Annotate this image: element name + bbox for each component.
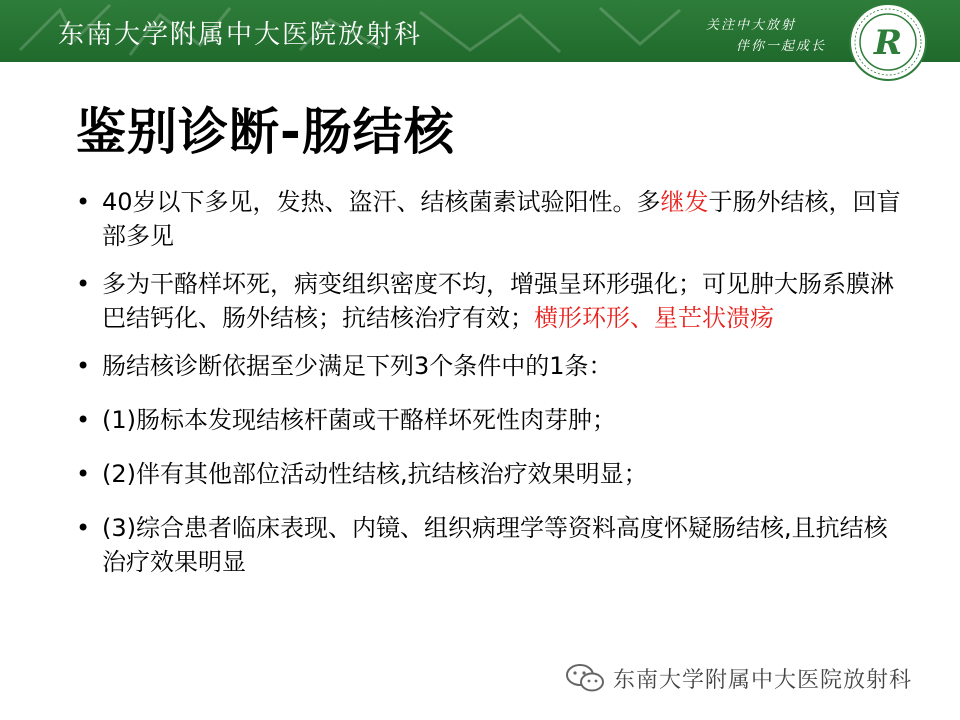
bullet-highlight: 横形环形、星芒状溃疡 bbox=[534, 304, 774, 332]
bullet-highlight: 继发 bbox=[660, 188, 709, 216]
department-seal-logo-icon bbox=[848, 2, 928, 82]
watermark-text: 东南大学附属中大医院放射科 bbox=[613, 667, 913, 693]
bullet-list bbox=[76, 185, 906, 579]
bullet-text: 肠结核诊断依据至少满足下列3个条件中的1条： bbox=[102, 352, 613, 380]
bullet-item bbox=[76, 511, 906, 579]
bullet-marker: • bbox=[76, 270, 91, 298]
bullet-marker: • bbox=[76, 188, 91, 216]
bullet-item bbox=[76, 403, 906, 437]
bullet-text: (2)伴有其他部位活动性结核,抗结核治疗效果明显； bbox=[102, 460, 648, 488]
bullet-marker: • bbox=[76, 406, 91, 434]
bullet-text: 40岁以下多见，发热、盗汗、结核菌素试验阳性。多 bbox=[102, 188, 661, 216]
wechat-icon bbox=[565, 662, 605, 694]
header-title: 东南大学附属中大医院放射科 bbox=[58, 20, 423, 50]
bullet-marker: • bbox=[76, 514, 91, 542]
wechat-watermark bbox=[565, 660, 912, 696]
bullet-text: (1)肠标本发现结核杆菌或干酪样坏死性肉芽肿； bbox=[102, 406, 616, 434]
bullet-marker: • bbox=[76, 352, 91, 380]
bullet-item bbox=[76, 349, 906, 383]
header-banner bbox=[0, 0, 960, 62]
slide-title: 鉴别诊断-肠结核 bbox=[76, 103, 455, 161]
bullet-item bbox=[76, 457, 906, 491]
bullet-item bbox=[76, 185, 906, 253]
header-slogan-line2: 伴你一起成长 bbox=[736, 39, 827, 54]
bullet-text: 多为干酪样坏死，病变组织密度不均，增强呈环形强化；可见肿大肠系膜淋巴结钙化、肠外结核；抗结核治疗有效； bbox=[102, 270, 894, 332]
bullet-text: (3)综合患者临床表现、内镜、组织病理学等资料高度怀疑肠结核,且抗结核治疗效果明显 bbox=[102, 514, 888, 576]
logo-letter: R bbox=[873, 23, 903, 63]
header-slogan-line1: 关注中大放射 bbox=[706, 18, 797, 33]
bullet-text: 于肠外结核，回盲部多见 bbox=[102, 188, 901, 250]
bullet-marker: • bbox=[76, 460, 91, 488]
bullet-item bbox=[76, 267, 906, 335]
